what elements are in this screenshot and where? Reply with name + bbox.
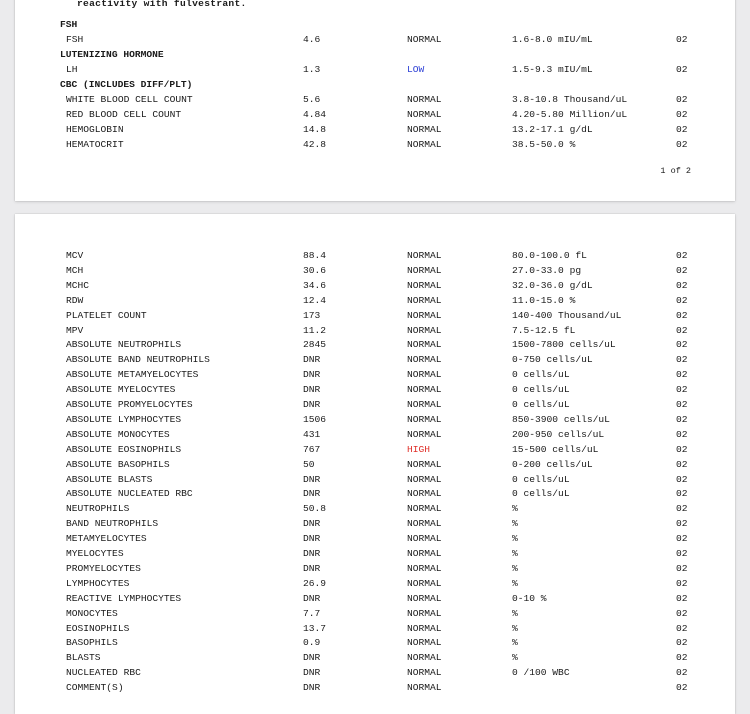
lab-code: 02 xyxy=(676,682,688,694)
result-value: 4.6 xyxy=(303,34,321,45)
result-flag: NORMAL xyxy=(407,413,442,425)
test-name: HEMATOCRIT xyxy=(66,139,124,150)
reference-range: 1.6-8.0 mIU/mL xyxy=(512,34,593,45)
reference-range: % xyxy=(512,622,518,634)
result-flag: NORMAL xyxy=(407,607,442,619)
test-name: PLATELET COUNT xyxy=(66,309,147,321)
result-value: DNR xyxy=(303,473,321,485)
result-row xyxy=(15,295,735,310)
result-value: 0.9 xyxy=(303,637,321,649)
reference-range: % xyxy=(512,607,518,619)
result-value: DNR xyxy=(303,652,321,664)
result-flag: NORMAL xyxy=(407,339,442,351)
test-name: COMMENT(S) xyxy=(66,682,124,694)
lab-code: 02 xyxy=(676,294,688,306)
result-flag: NORMAL xyxy=(407,667,442,679)
result-flag: NORMAL xyxy=(407,458,442,470)
result-flag: NORMAL xyxy=(407,548,442,559)
test-name: MPV xyxy=(66,324,84,336)
reference-range: 0 cells/uL xyxy=(512,384,570,396)
result-row xyxy=(15,488,735,503)
reference-range: % xyxy=(512,548,518,559)
test-name: LYMPHOCYTES xyxy=(66,577,130,589)
result-value: 173 xyxy=(303,309,321,321)
reference-range: % xyxy=(512,562,518,574)
result-row xyxy=(15,384,735,399)
result-flag: NORMAL xyxy=(407,294,442,306)
result-flag: NORMAL xyxy=(407,622,442,634)
reference-range: 0-200 cells/uL xyxy=(512,458,593,470)
lab-code: 02 xyxy=(676,473,688,485)
result-row xyxy=(15,94,735,109)
report-page-1 xyxy=(15,0,735,201)
test-name: NUCLEATED RBC xyxy=(66,667,141,679)
result-value: DNR xyxy=(303,667,321,679)
result-flag: NORMAL xyxy=(407,473,442,485)
reference-range: % xyxy=(512,577,518,589)
lab-code: 02 xyxy=(676,562,688,574)
result-value: DNR xyxy=(303,399,321,410)
result-flag: NORMAL xyxy=(407,309,442,321)
lab-code: 02 xyxy=(676,34,688,45)
reference-range: 4.20-5.80 Million/uL xyxy=(512,109,628,120)
result-row xyxy=(15,518,735,533)
result-row xyxy=(15,310,735,325)
result-row xyxy=(15,682,735,697)
lab-code: 02 xyxy=(676,339,688,351)
lab-code: 02 xyxy=(676,518,688,530)
test-name: MCHC xyxy=(66,279,90,291)
result-row xyxy=(15,593,735,608)
test-name: EOSINOPHILS xyxy=(66,622,130,634)
test-name: ABSOLUTE NUCLEATED RBC xyxy=(66,488,193,500)
test-name: NEUTROPHILS xyxy=(66,503,130,515)
reference-range: 0-10 % xyxy=(512,592,547,604)
result-flag: NORMAL xyxy=(407,384,442,396)
result-value: DNR xyxy=(303,354,321,366)
lab-code: 02 xyxy=(676,607,688,619)
test-name: ABSOLUTE NEUTROPHILS xyxy=(66,339,182,351)
result-value: DNR xyxy=(303,682,321,694)
reference-range: 13.2-17.1 g/dL xyxy=(512,124,593,135)
reference-range: % xyxy=(512,518,518,530)
test-name: BAND NEUTROPHILS xyxy=(66,518,159,530)
lab-code: 02 xyxy=(676,109,688,120)
lab-code: 02 xyxy=(676,637,688,649)
lab-code: 02 xyxy=(676,488,688,500)
result-value: 431 xyxy=(303,428,321,440)
result-flag: NORMAL xyxy=(407,533,442,545)
result-row xyxy=(15,503,735,518)
result-flag: NORMAL xyxy=(407,354,442,366)
lab-code: 02 xyxy=(676,428,688,440)
result-row xyxy=(15,34,735,49)
reference-range: 32.0-36.0 g/dL xyxy=(512,279,593,291)
reference-range: 1.5-9.3 mIU/mL xyxy=(512,64,593,75)
result-row xyxy=(15,109,735,124)
lab-code: 02 xyxy=(676,324,688,336)
reference-range: 850-3900 cells/uL xyxy=(512,413,610,425)
test-name: METAMYELOCYTES xyxy=(66,533,147,545)
lab-code: 02 xyxy=(676,413,688,425)
test-name: ABSOLUTE BLASTS xyxy=(66,473,153,485)
test-name: PROMYELOCYTES xyxy=(66,562,141,574)
lab-code: 02 xyxy=(676,139,688,150)
result-value: 4.84 xyxy=(303,109,327,120)
lab-code: 02 xyxy=(676,279,688,291)
reference-range: 0 cells/uL xyxy=(512,488,570,500)
test-name: ABSOLUTE BASOPHILS xyxy=(66,458,170,470)
result-flag: NORMAL xyxy=(407,279,442,291)
reference-range: 38.5-50.0 % xyxy=(512,139,576,150)
result-value: DNR xyxy=(303,548,321,559)
section-header: LUTENIZING HORMONE xyxy=(60,49,164,60)
lab-code: 02 xyxy=(676,369,688,381)
result-value: 12.4 xyxy=(303,294,327,306)
test-name: ABSOLUTE MONOCYTES xyxy=(66,428,170,440)
result-flag: NORMAL xyxy=(407,369,442,381)
result-flag: NORMAL xyxy=(407,34,442,45)
result-value: 7.7 xyxy=(303,607,321,619)
result-value: DNR xyxy=(303,562,321,574)
reference-range: 0 cells/uL xyxy=(512,473,570,485)
reference-range: 11.0-15.0 % xyxy=(512,294,576,306)
result-value: 5.6 xyxy=(303,94,321,105)
reference-range: % xyxy=(512,503,518,515)
result-flag: NORMAL xyxy=(407,124,442,135)
result-value: 42.8 xyxy=(303,139,327,150)
test-name: WHITE BLOOD CELL COUNT xyxy=(66,94,193,105)
result-value: DNR xyxy=(303,384,321,396)
result-flag: NORMAL xyxy=(407,264,442,276)
reference-range: 15-500 cells/uL xyxy=(512,443,599,455)
reference-range: 200-950 cells/uL xyxy=(512,428,605,440)
result-value: DNR xyxy=(303,592,321,604)
result-value: 88.4 xyxy=(303,250,327,261)
result-flag: NORMAL xyxy=(407,562,442,574)
lab-code: 02 xyxy=(676,64,688,75)
result-flag: NORMAL xyxy=(407,488,442,500)
result-row xyxy=(15,578,735,593)
lab-code: 02 xyxy=(676,124,688,135)
result-row xyxy=(15,623,735,638)
result-value: DNR xyxy=(303,533,321,545)
result-row xyxy=(15,399,735,414)
lab-code: 02 xyxy=(676,592,688,604)
lab-code: 02 xyxy=(676,577,688,589)
result-value: 767 xyxy=(303,443,321,455)
result-row xyxy=(15,280,735,295)
result-value: 1.3 xyxy=(303,64,321,75)
lab-code: 02 xyxy=(676,250,688,261)
result-flag: LOW xyxy=(407,64,425,75)
result-value: 11.2 xyxy=(303,324,327,336)
test-name: BASOPHILS xyxy=(66,637,118,649)
section-header: CBC (INCLUDES DIFF/PLT) xyxy=(60,79,193,90)
lab-code: 02 xyxy=(676,622,688,634)
result-flag: NORMAL xyxy=(407,518,442,530)
reference-range: 0 cells/uL xyxy=(512,369,570,381)
reference-range: % xyxy=(512,652,518,664)
page-number: 1 of 2 xyxy=(660,166,691,176)
lab-code: 02 xyxy=(676,652,688,664)
intro-text: reactivity with fulvestrant. xyxy=(77,0,247,9)
test-name: MCV xyxy=(66,250,84,261)
test-name: MYELOCYTES xyxy=(66,548,124,559)
result-row xyxy=(15,265,735,280)
result-row xyxy=(15,354,735,369)
reference-range: 27.0-33.0 pg xyxy=(512,264,582,276)
lab-code: 02 xyxy=(676,533,688,545)
result-flag: NORMAL xyxy=(407,94,442,105)
reference-range: 3.8-10.8 Thousand/uL xyxy=(512,94,628,105)
result-row xyxy=(15,414,735,429)
result-value: 50 xyxy=(303,458,315,470)
result-value: 13.7 xyxy=(303,622,327,634)
result-flag: NORMAL xyxy=(407,652,442,664)
result-value: 1506 xyxy=(303,413,327,425)
result-flag: NORMAL xyxy=(407,592,442,604)
result-row xyxy=(15,459,735,474)
result-row xyxy=(15,637,735,652)
result-row xyxy=(15,548,735,563)
result-value: 2845 xyxy=(303,339,327,351)
result-row xyxy=(15,444,735,459)
result-flag: NORMAL xyxy=(407,577,442,589)
test-name: ABSOLUTE PROMYELOCYTES xyxy=(66,399,193,410)
result-value: DNR xyxy=(303,488,321,500)
lab-code: 02 xyxy=(676,94,688,105)
reference-range: 140-400 Thousand/uL xyxy=(512,309,622,321)
reference-range: % xyxy=(512,637,518,649)
result-row xyxy=(15,250,735,265)
test-name: RED BLOOD CELL COUNT xyxy=(66,109,182,120)
result-flag: NORMAL xyxy=(407,139,442,150)
result-value: 30.6 xyxy=(303,264,327,276)
reference-range: % xyxy=(512,533,518,545)
result-row xyxy=(15,667,735,682)
test-name: BLASTS xyxy=(66,652,101,664)
lab-code: 02 xyxy=(676,399,688,410)
result-flag: HIGH xyxy=(407,443,431,455)
test-name: HEMOGLOBIN xyxy=(66,124,124,135)
result-value: 50.8 xyxy=(303,503,327,515)
result-row xyxy=(15,563,735,578)
reference-range: 1500-7800 cells/uL xyxy=(512,339,616,351)
report-page-2 xyxy=(15,214,735,714)
test-name: ABSOLUTE BAND NEUTROPHILS xyxy=(66,354,210,366)
lab-code: 02 xyxy=(676,354,688,366)
lab-code: 02 xyxy=(676,309,688,321)
lab-code: 02 xyxy=(676,264,688,276)
result-row xyxy=(15,369,735,384)
reference-range: 0 /100 WBC xyxy=(512,667,570,679)
test-name: ABSOLUTE LYMPHOCYTES xyxy=(66,413,182,425)
result-flag: NORMAL xyxy=(407,637,442,649)
result-flag: NORMAL xyxy=(407,109,442,120)
lab-code: 02 xyxy=(676,548,688,559)
result-row xyxy=(15,652,735,667)
result-row xyxy=(15,325,735,340)
lab-code: 02 xyxy=(676,667,688,679)
result-value: DNR xyxy=(303,369,321,381)
result-row xyxy=(15,64,735,79)
result-value: DNR xyxy=(303,518,321,530)
result-row xyxy=(15,339,735,354)
lab-code: 02 xyxy=(676,458,688,470)
test-name: ABSOLUTE MYELOCYTES xyxy=(66,384,176,396)
reference-range: 0 cells/uL xyxy=(512,399,570,410)
result-row xyxy=(15,474,735,489)
result-value: 34.6 xyxy=(303,279,327,291)
test-name: MCH xyxy=(66,264,84,276)
test-name: FSH xyxy=(66,34,84,45)
result-row xyxy=(15,139,735,154)
reference-range: 7.5-12.5 fL xyxy=(512,324,576,336)
result-flag: NORMAL xyxy=(407,682,442,694)
test-name: MONOCYTES xyxy=(66,607,118,619)
section-header: FSH xyxy=(60,19,78,30)
result-row xyxy=(15,429,735,444)
test-name: ABSOLUTE EOSINOPHILS xyxy=(66,443,182,455)
reference-range: 80.0-100.0 fL xyxy=(512,250,587,261)
lab-code: 02 xyxy=(676,384,688,396)
lab-code: 02 xyxy=(676,503,688,515)
result-row xyxy=(15,608,735,623)
test-name: LH xyxy=(66,64,78,75)
test-name: RDW xyxy=(66,294,84,306)
result-flag: NORMAL xyxy=(407,399,442,410)
test-name: ABSOLUTE METAMYELOCYTES xyxy=(66,369,199,381)
result-value: 14.8 xyxy=(303,124,327,135)
result-flag: NORMAL xyxy=(407,428,442,440)
lab-code: 02 xyxy=(676,443,688,455)
reference-range: 0-750 cells/uL xyxy=(512,354,593,366)
result-flag: NORMAL xyxy=(407,324,442,336)
result-value: 26.9 xyxy=(303,577,327,589)
result-row xyxy=(15,533,735,548)
result-flag: NORMAL xyxy=(407,503,442,515)
result-flag: NORMAL xyxy=(407,250,442,261)
test-name: REACTIVE LYMPHOCYTES xyxy=(66,592,182,604)
result-row xyxy=(15,124,735,139)
